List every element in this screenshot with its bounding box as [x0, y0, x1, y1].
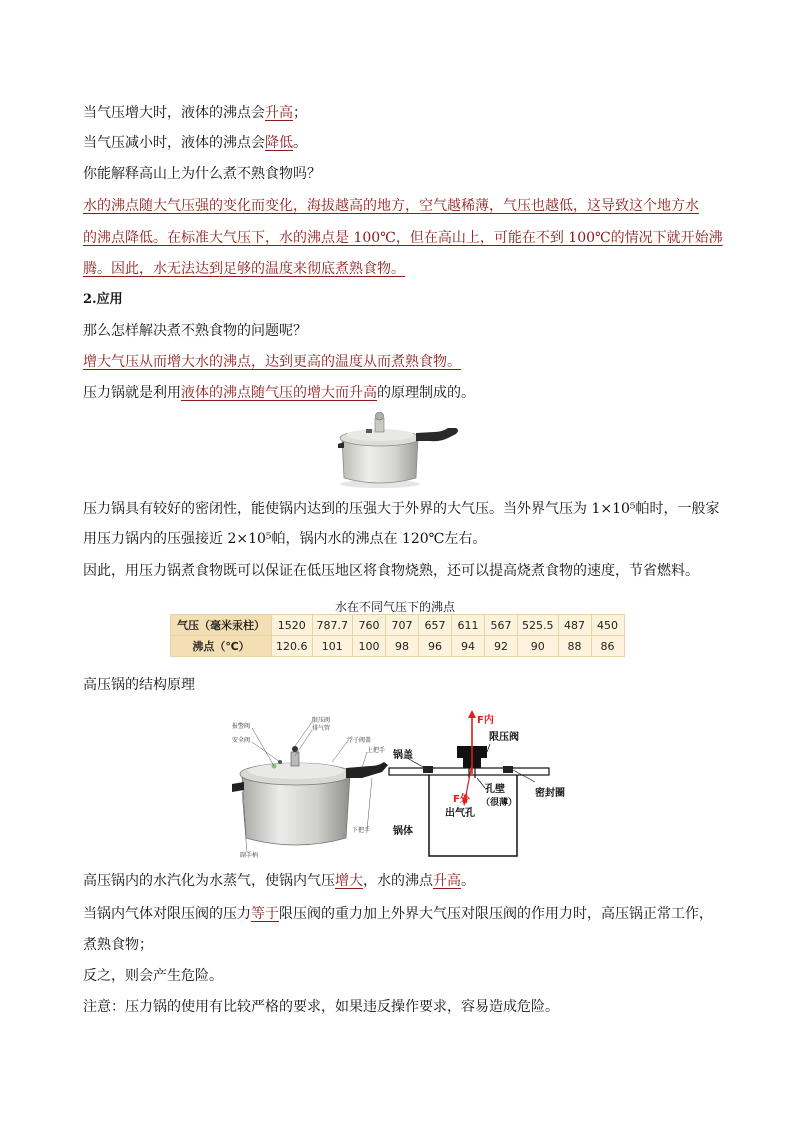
table-row-pressure — [171, 615, 625, 636]
text-line: 煮熟食物； — [83, 937, 153, 953]
label-side-handle: 副手柄 — [240, 852, 259, 859]
row-header: 气压（毫米汞柱） — [171, 615, 272, 636]
answer-line: 水的沸点随大气压强的变化而变化，海拔越高的地方，空气越稀薄，气压也越低，这导致这个地方水 — [83, 198, 699, 214]
label-f-inside: F内 — [477, 715, 494, 726]
table-cell: 707 — [386, 615, 419, 636]
text-span: 当气压增大时，液体的沸点会 — [83, 105, 265, 121]
boiling-point-table — [170, 614, 625, 657]
valve-schematic-diagram — [385, 706, 575, 858]
label-f-outside: F外 — [453, 794, 470, 805]
label-alarm-valve: 报警阀 — [232, 723, 251, 730]
table-row-boiling — [171, 636, 625, 657]
text-span: ； — [293, 105, 307, 121]
table-cell: 787.7 — [312, 615, 353, 636]
text-span: ，水的沸点 — [363, 873, 433, 889]
question-line: 你能解释高山上为什么煮不熟食物吗？ — [83, 166, 321, 182]
text-line — [83, 384, 475, 402]
table-cell: 98 — [386, 636, 419, 657]
answer-line: 增大气压从而增大水的沸点，达到更高的温度从而煮熟食物。 — [83, 354, 461, 370]
answer-span: 等于 — [251, 906, 279, 922]
label-upper-handle: 上把手 — [367, 747, 386, 754]
table-cell: 96 — [419, 636, 452, 657]
label-hole-thin: （很薄） — [481, 798, 518, 808]
label-safety-valve: 安全阀 — [232, 737, 251, 744]
text-span: 高压锅内的水汽化为水蒸气，使锅内气压 — [83, 873, 335, 889]
label-valve: 限压阀 — [489, 732, 519, 743]
table-cell: 611 — [452, 615, 485, 636]
text-span: 压力锅就是利用 — [83, 385, 181, 401]
text-span: 当气压减小时，液体的沸点会 — [83, 135, 265, 151]
text-line — [83, 905, 713, 923]
answer-span: 液体的沸点随气压的增大而升高 — [181, 385, 377, 401]
label-vent-hole: 出气孔 — [445, 808, 475, 819]
table-title: 水在不同气压下的沸点 — [334, 600, 455, 614]
note-line: 注意：压力锅的使用有比较严格的要求，如果违反操作要求，容易造成危险。 — [83, 999, 559, 1015]
table-cell: 92 — [485, 636, 518, 657]
answer-line: 腾。因此，水无法达到足够的温度来彻底煮熟食物。 — [83, 261, 405, 277]
table-cell: 88 — [558, 636, 591, 657]
label-exhaust-pipe: 排气管 — [312, 725, 331, 732]
label-pressure-valve: 限压阀 — [312, 717, 331, 724]
text-span: 。 — [461, 873, 475, 889]
text-span: 当锅内气体对限压阀的压力 — [83, 906, 251, 922]
label-lid: 锅盖 — [393, 750, 413, 761]
answer-span: 升高 — [433, 873, 461, 889]
answer-span: 降低 — [265, 135, 293, 151]
answer-span: 升高 — [265, 105, 293, 121]
table-cell: 120.6 — [272, 636, 313, 657]
row-header: 沸点（℃） — [171, 636, 272, 657]
table-cell: 100 — [353, 636, 386, 657]
table-cell: 86 — [591, 636, 624, 657]
table-cell: 525.5 — [518, 615, 559, 636]
table-cell: 450 — [591, 615, 624, 636]
text-line: 反之，则会产生危险。 — [83, 968, 223, 984]
label-seal-ring: 密封圈 — [535, 788, 565, 799]
pressure-cooker-image — [330, 408, 462, 488]
text-line: 高压锅的结构原理 — [83, 677, 195, 693]
table-cell: 487 — [558, 615, 591, 636]
text-line — [83, 104, 307, 122]
label-lower-handle: 下把手 — [352, 827, 371, 834]
answer-line: 的沸点降低。在标准大气压下，水的沸点是 100℃，但在高山上，可能在不到 100℃的情况下就开始沸 — [83, 230, 723, 246]
table-cell: 657 — [419, 615, 452, 636]
label-hole-wall: 孔壁 — [485, 784, 505, 795]
table-cell: 567 — [485, 615, 518, 636]
text-line: 用压力锅内的压强接近 2×10⁵帕，锅内水的沸点在 120℃左右。 — [83, 531, 487, 547]
table-cell: 101 — [312, 636, 353, 657]
section-heading: 2.应用 — [83, 292, 123, 307]
table-cell: 94 — [452, 636, 485, 657]
text-span: 限压阀的重力加上外界大气压对限压阀的作用力时，高压锅正常工作， — [279, 906, 713, 922]
cooker-parts-diagram — [222, 712, 390, 862]
text-line — [83, 872, 475, 890]
text-span: 。 — [293, 135, 307, 151]
text-line — [83, 134, 307, 152]
answer-span: 增大 — [335, 873, 363, 889]
table-cell: 760 — [353, 615, 386, 636]
question-line: 那么怎样解决煮不熟食物的问题呢？ — [83, 323, 307, 339]
text-line: 压力锅具有较好的密闭性，能使锅内达到的压强大于外界的大气压。当外界气压为 1×10⁵帕时，一般家 — [83, 501, 720, 517]
text-span: 的原理制成的。 — [377, 385, 475, 401]
table-cell: 90 — [518, 636, 559, 657]
text-line: 因此，用压力锅煮食物既可以保证在低压地区将食物烧熟，还可以提高烧煮食物的速度，节省燃料。 — [83, 563, 699, 579]
label-pot-body: 锅体 — [393, 826, 413, 837]
label-float-valve-cover: 浮子阀盖 — [347, 737, 372, 744]
table-cell: 1520 — [272, 615, 313, 636]
